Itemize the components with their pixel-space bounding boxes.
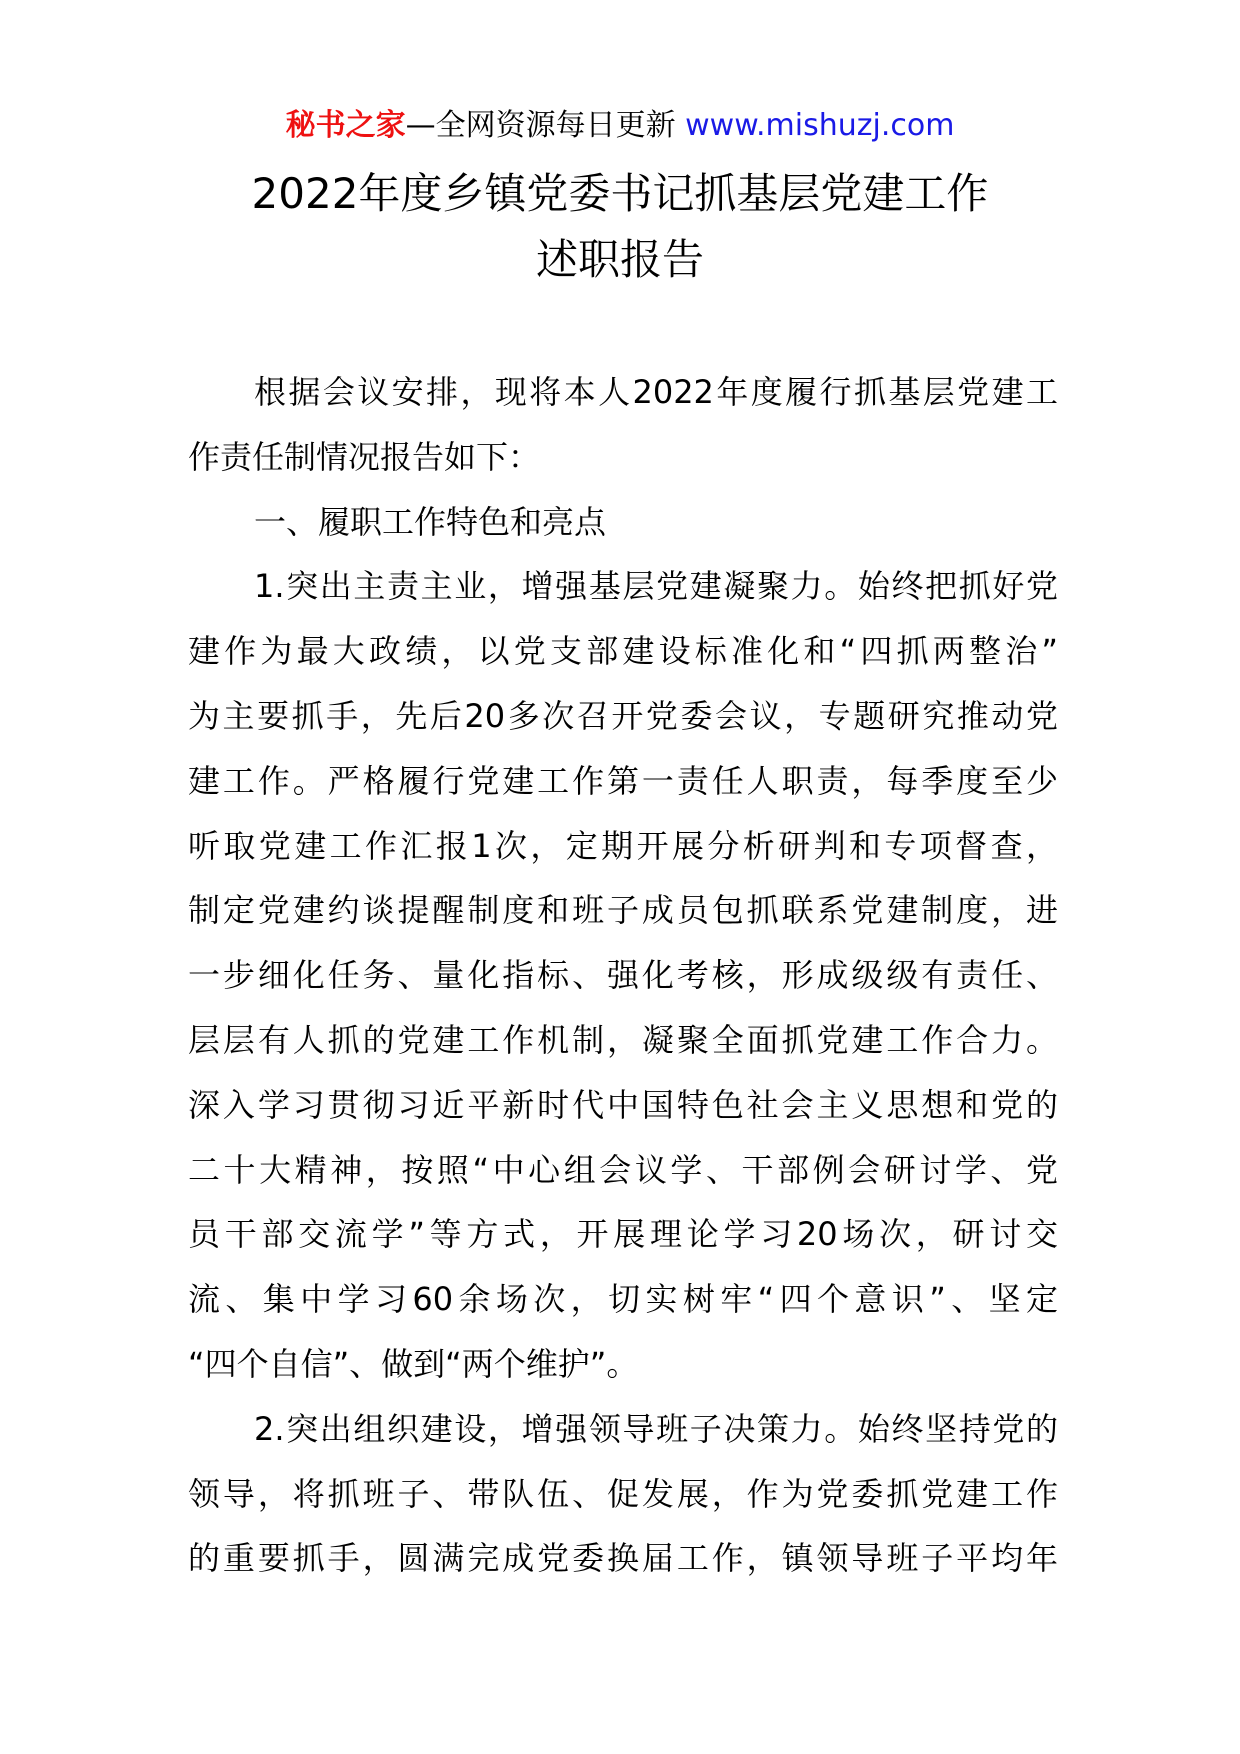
- section-heading: 一、履职工作特色和亮点: [254, 502, 607, 541]
- body-line: 1.突出主责主业，增强基层党建凝聚力。始终把抓好党: [254, 567, 1058, 606]
- body-line: 作责任制情况报告如下：: [188, 437, 541, 476]
- document-title-line-1: 2022年度乡镇党委书记抓基层党建工作: [251, 169, 989, 218]
- body-line: 层层有人抓的党建工作机制，凝聚全面抓党建工作合力。: [188, 1020, 1058, 1059]
- body-line: 根据会议安排，现将本人2022年度履行抓基层党建工: [254, 373, 1058, 411]
- site-banner: [0, 104, 1240, 148]
- body-line: 的重要抓手，圆满完成党委换届工作，镇领导班子平均年: [188, 1539, 1058, 1578]
- banner-brand: 秘书之家: [285, 108, 406, 143]
- body-line: 为主要抓手，先后20多次召开党委会议，专题研究推动党: [188, 696, 1058, 735]
- body-line: 流、集中学习60余场次，切实树牢“四个意识”、坚定: [188, 1280, 1058, 1319]
- body-line: 员干部交流学”等方式，开展理论学习20场次，研讨交: [188, 1215, 1058, 1254]
- body-line: 建作为最大政绩，以党支部建设标准化和“四抓两整治”: [188, 632, 1058, 671]
- body-line: 建工作。严格履行党建工作第一责任人职责，每季度至少: [188, 761, 1058, 800]
- body-line: 制定党建约谈提醒制度和班子成员包抓联系党建制度，进: [188, 891, 1058, 930]
- document-title-line-2: 述职报告: [535, 235, 704, 284]
- banner-url-link[interactable]: www.mishuzj.com: [685, 108, 955, 143]
- body-line: 一步细化任务、量化指标、强化考核，形成级级有责任、: [188, 956, 1058, 995]
- document-body: [188, 360, 1058, 1591]
- body-line: 深入学习贯彻习近平新时代中国特色社会主义思想和党的: [188, 1085, 1058, 1124]
- body-line: 领导，将抓班子、带队伍、促发展，作为党委抓党建工作: [188, 1474, 1058, 1513]
- body-line: 2.突出组织建设，增强领导班子决策力。始终坚持党的: [254, 1409, 1058, 1448]
- banner-slogan: —全网资源每日更新: [405, 108, 676, 143]
- body-line: 听取党建工作汇报1次，定期开展分析研判和专项督查，: [188, 826, 1058, 865]
- body-line: 二十大精神，按照“中心组会议学、干部例会研讨学、党: [188, 1150, 1058, 1189]
- body-line: “四个自信”、做到“两个维护”。: [188, 1344, 639, 1383]
